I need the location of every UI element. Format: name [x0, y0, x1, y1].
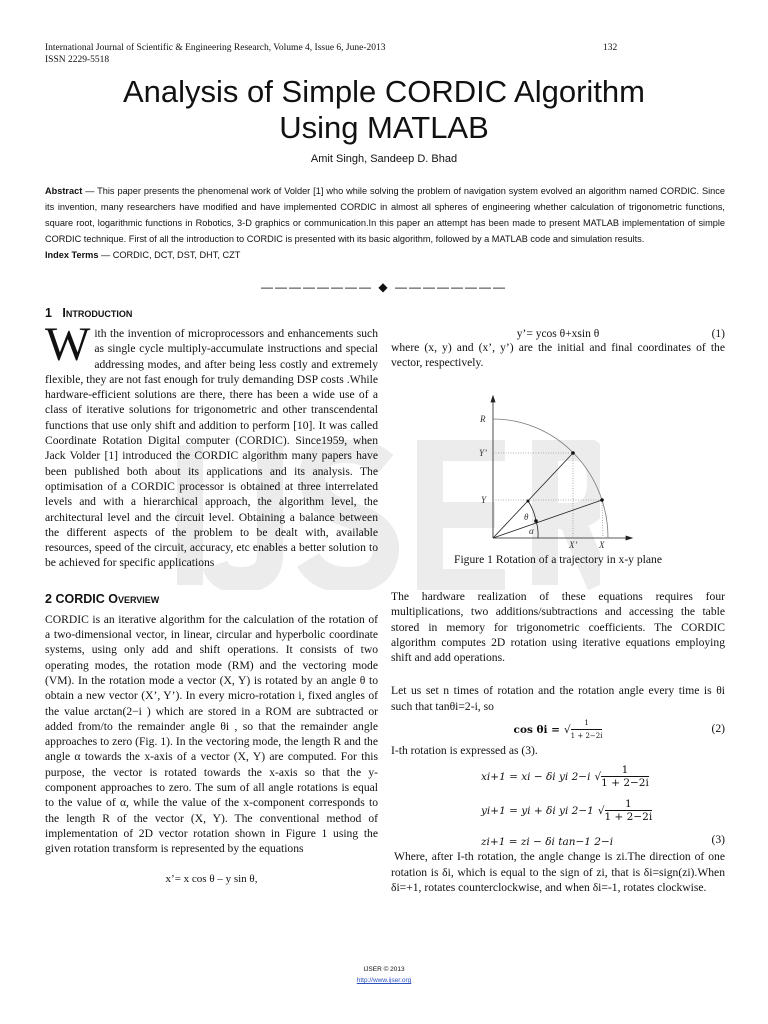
- label-x: X: [599, 540, 605, 550]
- label-yprime: Y’: [479, 448, 488, 458]
- alpha-arc: [536, 521, 538, 538]
- abstract-text: — This paper presents the phenomenal work of Volder [1] who while solving the problem of navigation system evolved an algorithm named CORDIC. Since its invention, many researchers have modified and have implemented CORDIC in almost all spheres of engineering whether calculation of trigonometric functions, square root, logarithmic functions in Robotics, 3-D graphics or communication.In this paper an attempt has been made to present MATLAB implementation of simple CORDIC technique. First of all the introduction to CORDIC is presented with its basic algorithm, followed by a MATLAB code and simulation results.: [45, 186, 725, 244]
- equation-3-x: [481, 764, 725, 798]
- right-column-lower: [391, 589, 725, 895]
- issn: ISSN 2229-5518: [45, 55, 110, 65]
- journal-name: International Journal of Scientific & Engineering Research, Volume 4, Issue 6, June-2013: [45, 43, 386, 53]
- equation-number: (1): [711, 328, 725, 340]
- page-number: 132: [603, 43, 618, 53]
- point-alpha: [534, 519, 538, 523]
- point-rotated: [571, 451, 575, 455]
- section-title-rest: Overview: [108, 591, 160, 606]
- equation-2-fraction: [571, 717, 603, 742]
- footer-link-wrap: [0, 977, 768, 984]
- point-initial: [600, 498, 604, 502]
- fraction-numerator: 1: [625, 798, 632, 811]
- abstract: [45, 183, 725, 263]
- section-title: Introduction: [62, 306, 133, 320]
- equation-x: x’= x cos θ – y sin θ,: [165, 872, 258, 885]
- section-1-heading: [45, 306, 378, 320]
- equation-3-y-fraction: [605, 798, 653, 823]
- fraction-denominator: 1 + 2−2i: [601, 777, 649, 790]
- fraction-denominator: 1 + 2−2i: [571, 729, 603, 742]
- index-terms-label: Index Terms: [45, 250, 99, 260]
- footer-copyright: IJSER © 2013: [363, 966, 405, 973]
- footer-url-link[interactable]: http://www.ijser.org: [356, 977, 412, 984]
- figure-1-caption: Figure 1 Rotation of a trajectory in x-y plane: [454, 553, 662, 566]
- section-2-heading: [45, 592, 378, 606]
- equation-1: [391, 328, 725, 340]
- rotation-paragraph: Let us set n times of rotation and the rotation angle every time is θi such that tanθi=2-i, so: [391, 684, 725, 713]
- sqrt-sign: √: [594, 771, 602, 784]
- introduction-paragraph: [45, 318, 378, 571]
- fraction-denominator: 1 + 2−2i: [604, 811, 653, 824]
- direction-paragraph: Where, after I-th rotation, the angle change is zi.The direction of one rotation is δi, which is equal to the sign of zi, that is δi=sign(zi).When δi=+1, rotates counterclockwise, and when δi=-1, rotates clockwise.: [391, 850, 725, 894]
- divider: ———————— ◆ ————————: [261, 280, 507, 294]
- label-alpha: α: [529, 526, 534, 536]
- equation-3-z: [481, 832, 725, 849]
- left-column: [45, 306, 378, 885]
- paper-title: Analysis of Simple CORDIC Algorithm Using MATLAB: [123, 74, 645, 145]
- equation-3-x-lhs: xi+1 = xi − δi yi 2−i: [481, 771, 591, 784]
- vector-initial: [493, 500, 602, 538]
- section-number: 2: [45, 591, 52, 606]
- introduction-text: ith the invention of microprocessors and enhancements such as single cycle multiply-accumulate instructions and special addressing modes, and after being less costly and extremely flexible, they are not fast enough for truly demanding DSP costs .While hardware-efficient solutions are there, there has been a wide use of a class of iterative solutions for trigonometric and other transcendental functions that use only shift and addition to perform [10]. It was called Coordinate Rotation Digital computer (CORDIC). Since1959, when Jack Volder [1] introduced the CORDIC algorithm many papers have been published both about its applications and its analysis. The optimisation of a CORDIC processor is obtained at three interrelated levels and with a hierarchical approach, the algorithm level, the architectural level and the circuit level. Obtaining a balance between the different aspects of the problem to be dealt with, available resources, speed of the circuit, accuracy, etc enables a better solution to be achieved for specific applications: [45, 327, 378, 570]
- drop-cap: W: [45, 318, 91, 371]
- point-theta: [527, 500, 530, 503]
- right-column: [391, 328, 725, 371]
- abstract-label: Abstract: [45, 186, 83, 196]
- y-axis-arrow: [491, 396, 495, 402]
- authors: Amit Singh, Sandeep D. Bhad: [310, 153, 458, 165]
- equation-2-lhs: cos θi =: [513, 724, 560, 737]
- label-theta: θ: [524, 512, 529, 522]
- equation-number: (2): [711, 722, 725, 736]
- figure-1-diagram: [470, 390, 650, 550]
- overview-paragraph: CORDIC is an iterative algorithm for the calculation of the rotation of a two-dimensional vector, in linear, circular and hyperbolic coordinate systems, using only add and shift operations. It consists of two operating modes, the rotation mode (RM) and the vectoring mode (VM). In the rotation mode a vector (X, Y) is rotated by an angle θ to obtain a new vector (X’, Y’). In every micro-rotation i, fixed angles of the value arctan(2−i ) which are stored in a ROM are subtracted or added from/to the remainder angle θi , so that the remainder angle approaches to zero (Fig. 1). In the vectoring mode, the length R and the angle α towards the x-axis of a vector (X, Y) are computed. For this purpose, the vector is rotated towards the x-axis so that the y-component approaches to zero. The sum of all angle rotations is equal to the value of α, while the value of the x-component corresponds to the length R of the vector (X, Y). The conventional method of implementation of 2D vector rotation shown in Figure 1 using the given rotation transform is represented by the equations: [45, 612, 378, 856]
- sqrt-sign: √: [563, 724, 571, 737]
- where-paragraph: where (x, y) and (x’, y’) are the initial and final coordinates of the vector, respectively.: [391, 341, 725, 370]
- equation-y: y’= ycos θ+xsin θ: [516, 328, 600, 340]
- section-title: CORDIC: [55, 591, 105, 606]
- equation-3-x-fraction: [601, 764, 649, 789]
- ith-rotation-text: I-th rotation is expressed as (3).: [391, 744, 538, 758]
- section-number: 1: [45, 306, 52, 320]
- theta-arc: [528, 501, 536, 521]
- label-y: Y: [481, 495, 487, 505]
- equation-2: [391, 717, 725, 743]
- fraction-numerator: 1: [621, 764, 629, 777]
- equation-3-y: [481, 798, 725, 832]
- fraction-numerator: 1: [584, 719, 589, 728]
- journal-header: [45, 42, 386, 66]
- hardware-paragraph: The hardware realization of these equations requires four multiplications, two additions/subtractions and accessing the table stored in memory for trigonometric coefficients. The CORDIC algorithm computes 2D rotation using iterative equations employing shift and add operations.: [391, 590, 725, 665]
- x-axis-arrow: [626, 536, 632, 540]
- equation-3: [481, 764, 725, 849]
- label-xprime: X’: [569, 540, 578, 550]
- equation-3-z-lhs: zi+1 = zi − δi tan−1 2−i: [481, 836, 614, 849]
- equation-number: (3): [711, 833, 725, 847]
- sqrt-sign: √: [597, 805, 605, 818]
- guide-x: [602, 500, 603, 538]
- label-r: R: [480, 414, 486, 424]
- equation-3-y-lhs: yi+1 = yi + δi yi 2−1: [481, 805, 594, 818]
- index-terms: — CORDIC, DCT, DST, DHT, CZT: [98, 250, 241, 260]
